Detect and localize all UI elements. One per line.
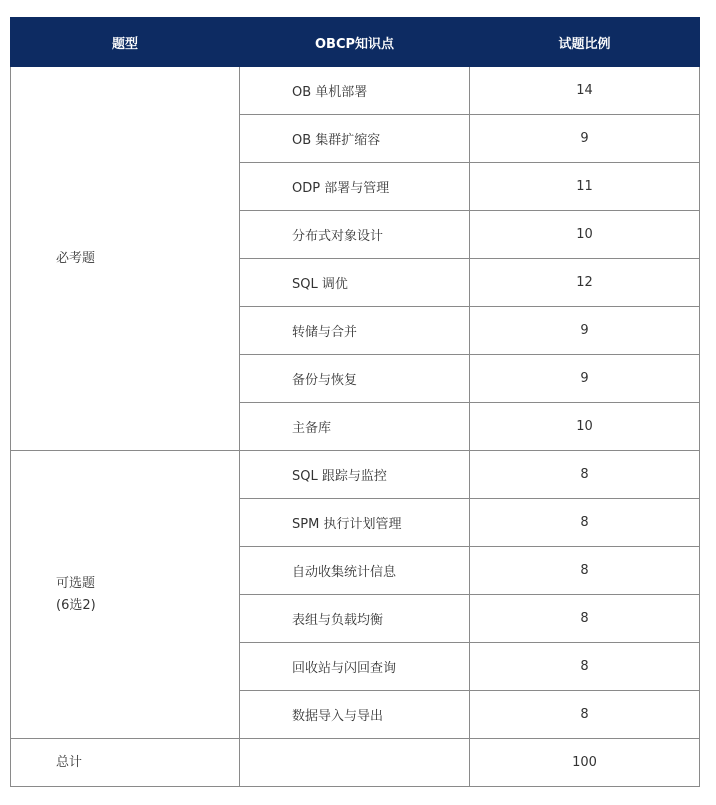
table-row xyxy=(11,451,700,499)
knowledge-point: 分布式对象设计 xyxy=(240,211,470,259)
header-ratio: 试题比例 xyxy=(470,18,700,67)
question-ratio: 14 xyxy=(470,67,700,115)
question-ratio: 9 xyxy=(470,355,700,403)
knowledge-point: 回收站与闪回查询 xyxy=(240,643,470,691)
question-ratio: 8 xyxy=(470,451,700,499)
total-row xyxy=(11,739,700,787)
knowledge-point: OB 集群扩缩容 xyxy=(240,115,470,163)
knowledge-point: 自动收集统计信息 xyxy=(240,547,470,595)
table-row xyxy=(11,67,700,115)
total-label: 总计 xyxy=(11,739,240,787)
question-ratio: 10 xyxy=(470,211,700,259)
question-ratio: 9 xyxy=(470,307,700,355)
question-ratio: 8 xyxy=(470,547,700,595)
question-ratio: 11 xyxy=(470,163,700,211)
knowledge-point: SQL 调优 xyxy=(240,259,470,307)
question-ratio: 8 xyxy=(470,499,700,547)
question-type-label: 可选题 xyxy=(56,575,96,591)
knowledge-point: SQL 跟踪与监控 xyxy=(240,451,470,499)
knowledge-point: 表组与负载均衡 xyxy=(240,595,470,643)
exam-table-container xyxy=(10,17,700,787)
knowledge-point: 数据导入与导出 xyxy=(240,691,470,739)
question-ratio: 9 xyxy=(470,115,700,163)
knowledge-point: ODP 部署与管理 xyxy=(240,163,470,211)
header-type: 题型 xyxy=(11,18,240,67)
question-type-note: (6选2) xyxy=(56,597,96,613)
question-ratio: 12 xyxy=(470,259,700,307)
question-ratio: 8 xyxy=(470,643,700,691)
question-ratio: 8 xyxy=(470,595,700,643)
knowledge-point: 备份与恢复 xyxy=(240,355,470,403)
knowledge-point: OB 单机部署 xyxy=(240,67,470,115)
knowledge-point: SPM 执行计划管理 xyxy=(240,499,470,547)
question-ratio: 10 xyxy=(470,403,700,451)
knowledge-point: 转储与合并 xyxy=(240,307,470,355)
total-ratio: 100 xyxy=(470,739,700,787)
knowledge-point: 主备库 xyxy=(240,403,470,451)
question-ratio: 8 xyxy=(470,691,700,739)
header-point: OBCP知识点 xyxy=(240,18,470,67)
table-header-row xyxy=(11,18,700,67)
obcp-exam-table xyxy=(10,17,700,787)
question-type-label: 必考题 xyxy=(56,250,96,266)
question-type-required xyxy=(11,67,240,451)
total-point xyxy=(240,739,470,787)
question-type-optional xyxy=(11,451,240,739)
